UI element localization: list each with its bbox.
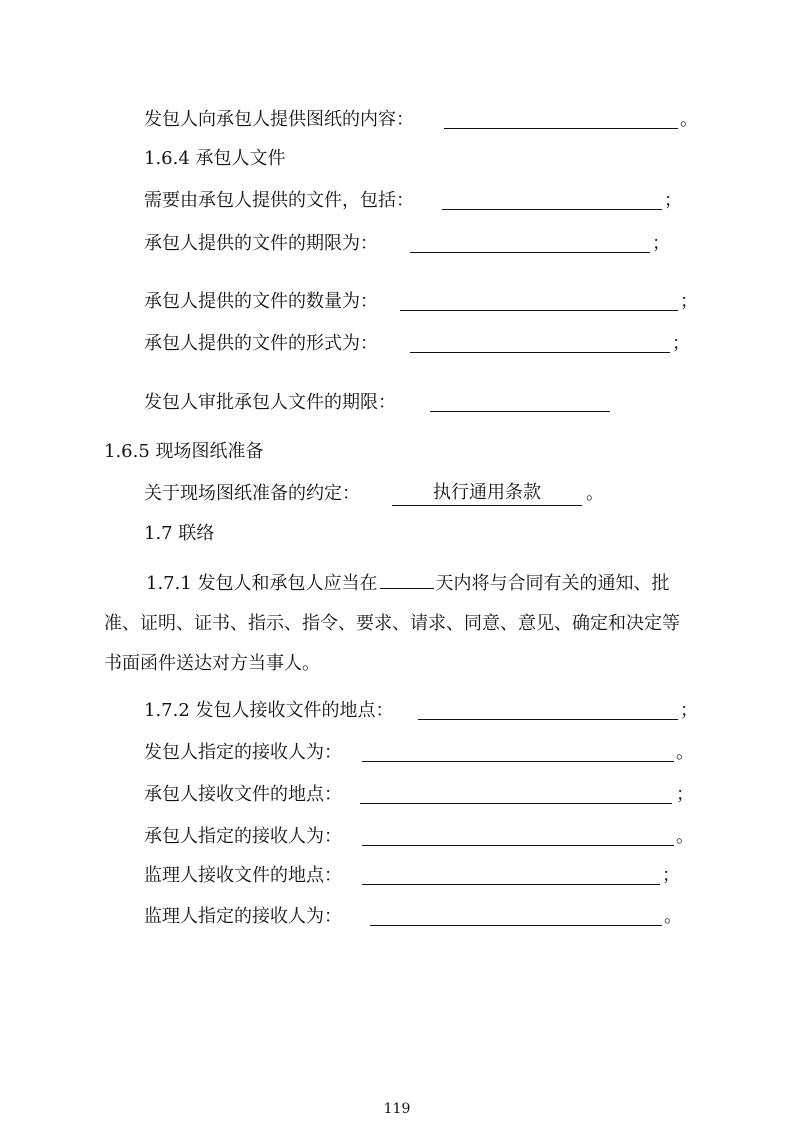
paragraph-text-after: 天内将与合同有关的通知、批准、证明、证书、指示、指令、要求、请求、同意、意见、确定和决定等书面函件送达对方当事人。 (104, 573, 680, 674)
label: 发包人审批承包人文件的期限： (144, 392, 396, 413)
contractor-recipient-field[interactable] (362, 823, 674, 846)
label: 关于现场图纸准备的约定： (144, 483, 360, 504)
punctuation: ； (680, 700, 698, 721)
punctuation: 。 (680, 109, 698, 130)
punctuation: 。 (676, 742, 694, 763)
page-number: 119 (383, 1101, 411, 1117)
label: 1.7.2 发包人接收文件的地点： (144, 700, 394, 721)
label: 发包人指定的接收人为： (144, 742, 342, 763)
supervisor-receive-location-field[interactable] (362, 862, 660, 885)
paragraph-1-7-1 (104, 564, 694, 684)
label: 承包人提供的文件的形式为： (144, 333, 378, 354)
label: 承包人指定的接收人为： (144, 826, 342, 847)
punctuation: 。 (664, 906, 682, 927)
punctuation: ； (680, 291, 698, 312)
section-heading: 1.6.5 现场图纸准备 (104, 441, 264, 462)
documents-deadline-field[interactable] (410, 230, 650, 253)
punctuation: ； (672, 333, 690, 354)
paragraph-text-before: 1.7.1 发包人和承包人应当在 (146, 573, 378, 594)
section-heading: 1.6.4 承包人文件 (144, 148, 286, 169)
punctuation: ； (652, 233, 670, 254)
contractor-receive-location-field[interactable] (360, 781, 672, 804)
documents-form-field[interactable] (410, 330, 670, 353)
label: 承包人提供的文件的数量为： (144, 291, 378, 312)
documents-quantity-field[interactable] (400, 288, 678, 311)
punctuation: ； (676, 784, 694, 805)
label: 需要由承包人提供的文件，包括： (144, 190, 414, 211)
employer-receive-location-field[interactable] (418, 697, 678, 720)
section-heading: 1.7 联络 (144, 523, 215, 544)
label: 承包人提供的文件的期限为： (144, 233, 378, 254)
label: 监理人指定的接收人为： (144, 906, 342, 927)
label: 发包人向承包人提供图纸的内容： (144, 109, 414, 130)
punctuation: ； (662, 865, 680, 886)
approval-deadline-field[interactable] (430, 389, 610, 412)
label: 承包人接收文件的地点： (144, 784, 342, 805)
documents-list-field[interactable] (442, 187, 662, 210)
punctuation: 。 (676, 826, 694, 847)
days-field[interactable] (380, 568, 434, 589)
employer-recipient-field[interactable] (362, 739, 674, 762)
drawing-content-field[interactable] (444, 106, 678, 129)
punctuation: 。 (586, 483, 604, 504)
punctuation: ； (664, 190, 682, 211)
supervisor-recipient-field[interactable] (370, 903, 662, 926)
label: 监理人接收文件的地点： (144, 865, 342, 886)
site-drawing-agreement-field[interactable]: 执行通用条款 (392, 480, 582, 506)
